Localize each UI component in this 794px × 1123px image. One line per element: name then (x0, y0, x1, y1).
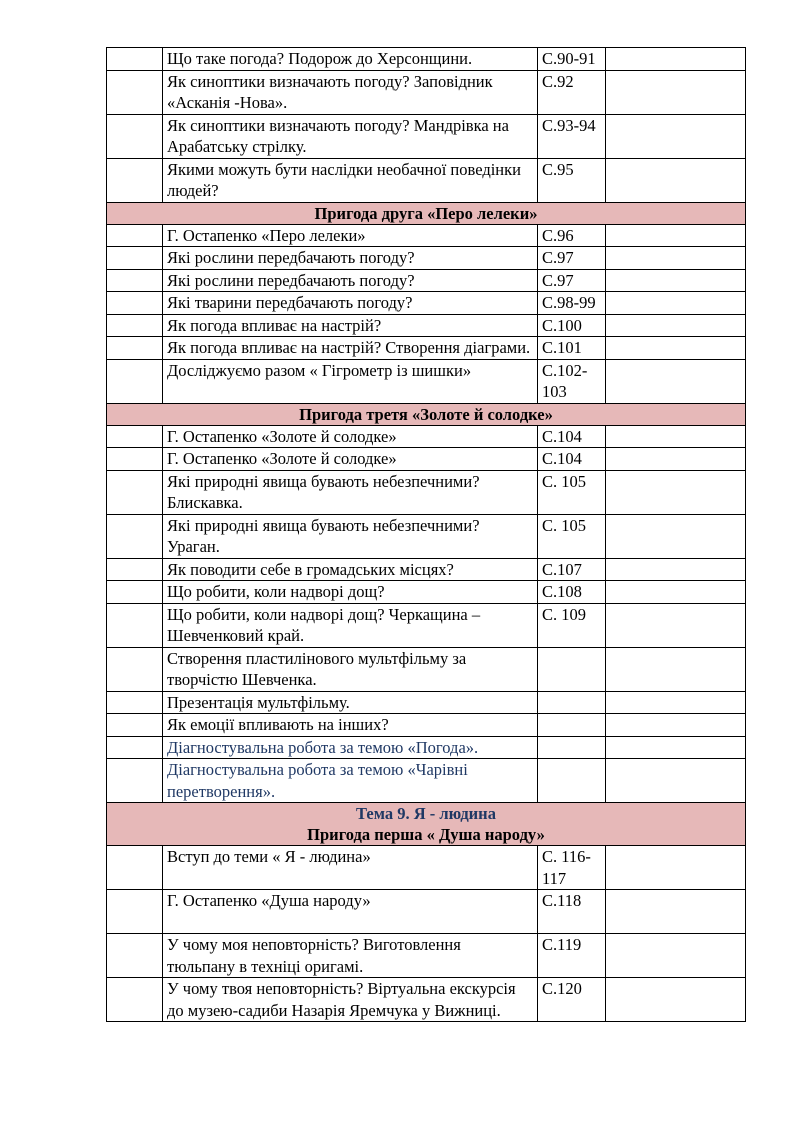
lesson-topic-cell: Досліджуємо разом « Гігрометр із шишки» (163, 359, 538, 403)
theme-title: Тема 9. Я - людина (356, 804, 496, 823)
lesson-topic-cell: Що робити, коли надворі дощ? Черкащина – Шевченковий край. (163, 603, 538, 647)
notes-cell (606, 934, 746, 978)
lesson-number-cell (107, 247, 163, 270)
notes-cell (606, 714, 746, 737)
notes-cell (606, 978, 746, 1022)
lesson-topic-cell: Як синоптики визначають погоду? Мандрівка на Арабатську стрілку. (163, 114, 538, 158)
lesson-row (107, 314, 746, 337)
notes-cell (606, 470, 746, 514)
lesson-topic-cell: Створення пластилінового мультфільму за творчістю Шевченка. (163, 647, 538, 691)
textbook-page-cell (538, 714, 606, 737)
lesson-topic-cell: У чому твоя неповторність? Віртуальна екскурсія до музею-садиби Назарія Яремчука у Вижниці. (163, 978, 538, 1022)
section-header (107, 403, 746, 425)
notes-cell (606, 70, 746, 114)
notes-cell (606, 337, 746, 360)
lesson-topic-cell: Г. Остапенко «Золоте й солодке» (163, 448, 538, 471)
lesson-row (107, 269, 746, 292)
textbook-page-cell: С.97 (538, 247, 606, 270)
notes-cell (606, 581, 746, 604)
lesson-row (107, 359, 746, 403)
lesson-plan-table (106, 47, 746, 1022)
textbook-page-cell: С.92 (538, 70, 606, 114)
notes-cell (606, 359, 746, 403)
notes-cell (606, 647, 746, 691)
textbook-page-cell: С.101 (538, 337, 606, 360)
notes-cell (606, 269, 746, 292)
lesson-topic-cell: Якими можуть бути наслідки необачної поведінки людей? (163, 158, 538, 202)
section-header (107, 803, 746, 846)
lesson-number-cell (107, 558, 163, 581)
lesson-number-cell (107, 759, 163, 803)
lesson-topic-cell: Які рослини передбачають погоду? (163, 247, 538, 270)
lesson-number-cell (107, 714, 163, 737)
lesson-row (107, 247, 746, 270)
lesson-row (107, 470, 746, 514)
section-header (107, 202, 746, 224)
lesson-topic-cell: Вступ до теми « Я - людина» (163, 846, 538, 890)
lesson-row (107, 425, 746, 448)
lesson-row (107, 647, 746, 691)
notes-cell (606, 736, 746, 759)
lesson-row (107, 846, 746, 890)
lesson-row (107, 736, 746, 759)
lesson-number-cell (107, 158, 163, 202)
textbook-page-cell (538, 736, 606, 759)
notes-cell (606, 558, 746, 581)
lesson-topic-cell: Які тварини передбачають погоду? (163, 292, 538, 315)
lesson-number-cell (107, 603, 163, 647)
notes-cell (606, 846, 746, 890)
notes-cell (606, 448, 746, 471)
notes-cell (606, 48, 746, 71)
lesson-number-cell (107, 269, 163, 292)
lesson-number-cell (107, 736, 163, 759)
lesson-number-cell (107, 978, 163, 1022)
lesson-topic-cell: Що таке погода? Подорож до Херсонщини. (163, 48, 538, 71)
lesson-row (107, 581, 746, 604)
textbook-page-cell: С.104 (538, 425, 606, 448)
lesson-row (107, 603, 746, 647)
lesson-topic-cell: Презентація мультфільму. (163, 691, 538, 714)
lesson-row (107, 934, 746, 978)
textbook-page-cell: С. 109 (538, 603, 606, 647)
lesson-row (107, 70, 746, 114)
notes-cell (606, 114, 746, 158)
notes-cell (606, 224, 746, 247)
lesson-topic-cell: Як синоптики визначають погоду? Заповідник «Асканія -Нова». (163, 70, 538, 114)
textbook-page-cell: С.108 (538, 581, 606, 604)
lesson-number-cell (107, 448, 163, 471)
lesson-row (107, 691, 746, 714)
adventure-title: Пригода друга «Перо лелеки» (314, 203, 538, 223)
lesson-topic-cell: Які природні явища бувають небезпечними? Ураган. (163, 514, 538, 558)
lesson-number-cell (107, 292, 163, 315)
notes-cell (606, 759, 746, 803)
lesson-number-cell (107, 846, 163, 890)
lesson-number-cell (107, 337, 163, 360)
lesson-topic-cell: У чому моя неповторність? Виготовлення тюльпану в техніці оригамі. (163, 934, 538, 978)
lesson-row (107, 759, 746, 803)
textbook-page-cell: С. 105 (538, 470, 606, 514)
lesson-topic-cell: Як погода впливає на настрій? Створення діаграми. (163, 337, 538, 360)
textbook-page-cell: С.95 (538, 158, 606, 202)
lesson-number-cell (107, 48, 163, 71)
lesson-row (107, 978, 746, 1022)
section-header-row (107, 803, 746, 846)
notes-cell (606, 292, 746, 315)
lesson-topic-cell: Як поводити себе в громадських місцях? (163, 558, 538, 581)
lesson-number-cell (107, 647, 163, 691)
textbook-page-cell: С.119 (538, 934, 606, 978)
lesson-row (107, 448, 746, 471)
textbook-page-cell (538, 691, 606, 714)
lesson-topic-cell: Які природні явища бувають небезпечними? Блискавка. (163, 470, 538, 514)
lesson-number-cell (107, 581, 163, 604)
textbook-page-cell (538, 647, 606, 691)
lesson-plan-body (107, 48, 746, 1022)
textbook-page-cell: С.98-99 (538, 292, 606, 315)
lesson-number-cell (107, 425, 163, 448)
textbook-page-cell: С.120 (538, 978, 606, 1022)
lesson-row (107, 224, 746, 247)
notes-cell (606, 514, 746, 558)
lesson-row (107, 514, 746, 558)
notes-cell (606, 158, 746, 202)
notes-cell (606, 603, 746, 647)
textbook-page-cell: С.104 (538, 448, 606, 471)
section-header-row (107, 202, 746, 224)
lesson-row (107, 158, 746, 202)
lesson-row (107, 292, 746, 315)
lesson-number-cell (107, 314, 163, 337)
textbook-page-cell: С.96 (538, 224, 606, 247)
lesson-topic-cell: Що робити, коли надворі дощ? (163, 581, 538, 604)
lesson-row (107, 337, 746, 360)
textbook-page-cell: С.97 (538, 269, 606, 292)
textbook-page-cell: С.102-103 (538, 359, 606, 403)
lesson-topic-cell: Як погода впливає на настрій? (163, 314, 538, 337)
notes-cell (606, 890, 746, 934)
lesson-row (107, 48, 746, 71)
adventure-title: Пригода перша « Душа народу» (307, 825, 545, 844)
textbook-page-cell: С.90-91 (538, 48, 606, 71)
lesson-topic-cell: Г. Остапенко «Золоте й солодке» (163, 425, 538, 448)
textbook-page-cell (538, 759, 606, 803)
textbook-page-cell: С. 116-117 (538, 846, 606, 890)
lesson-topic-cell: Діагностувальна робота за темою «Погода». (163, 736, 538, 759)
lesson-number-cell (107, 224, 163, 247)
lesson-row (107, 114, 746, 158)
textbook-page-cell: С.107 (538, 558, 606, 581)
lesson-number-cell (107, 114, 163, 158)
lesson-row (107, 890, 746, 934)
lesson-number-cell (107, 691, 163, 714)
notes-cell (606, 425, 746, 448)
notes-cell (606, 247, 746, 270)
section-header-row (107, 403, 746, 425)
lesson-topic-cell: Г. Остапенко «Душа народу» (163, 890, 538, 934)
adventure-title: Пригода третя «Золоте й солодке» (299, 404, 553, 424)
textbook-page-cell: С.93-94 (538, 114, 606, 158)
lesson-topic-cell: Які рослини передбачають погоду? (163, 269, 538, 292)
textbook-page-cell: С.100 (538, 314, 606, 337)
lesson-topic-cell: Г. Остапенко «Перо лелеки» (163, 224, 538, 247)
lesson-number-cell (107, 514, 163, 558)
lesson-number-cell (107, 470, 163, 514)
lesson-topic-cell: Як емоції впливають на інших? (163, 714, 538, 737)
lesson-number-cell (107, 70, 163, 114)
lesson-number-cell (107, 359, 163, 403)
textbook-page-cell: С.118 (538, 890, 606, 934)
notes-cell (606, 314, 746, 337)
lesson-topic-cell: Діагностувальна робота за темою «Чарівні перетворення». (163, 759, 538, 803)
lesson-row (107, 714, 746, 737)
textbook-page-cell: С. 105 (538, 514, 606, 558)
lesson-number-cell (107, 890, 163, 934)
notes-cell (606, 691, 746, 714)
lesson-row (107, 558, 746, 581)
lesson-number-cell (107, 934, 163, 978)
